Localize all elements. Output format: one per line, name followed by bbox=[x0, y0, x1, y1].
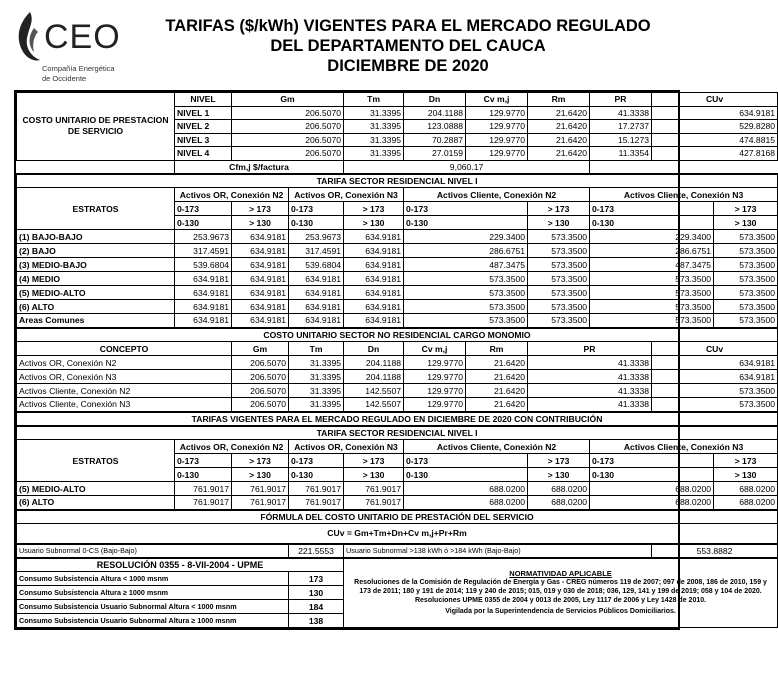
range-header: 0-173 bbox=[404, 202, 528, 216]
range-header: 0-130 bbox=[590, 216, 714, 230]
s1-header: NIVEL bbox=[175, 93, 232, 107]
cell: 688.0200 bbox=[714, 482, 778, 496]
subnormal-left-value: 221.5553 bbox=[289, 544, 344, 558]
logo-subtitle-1: Compañía Energética bbox=[42, 64, 115, 73]
cell: 634.9181 bbox=[175, 286, 232, 300]
s1-header: Dn bbox=[404, 93, 466, 107]
cell: 634.9181 bbox=[344, 244, 404, 258]
ceo-logo bbox=[14, 10, 134, 90]
cell: 31.3395 bbox=[344, 120, 404, 134]
cell: 761.9017 bbox=[175, 482, 232, 496]
cell: 573.3500 bbox=[714, 230, 778, 244]
cell: 573.3500 bbox=[590, 300, 714, 314]
range-header: > 130 bbox=[714, 216, 778, 230]
cell: 17.2737 bbox=[590, 120, 652, 134]
s3-header: Tm bbox=[289, 342, 344, 356]
estrato-label: Areas Comunes bbox=[17, 314, 175, 328]
section-title: TARIFA SECTOR RESIDENCIAL NIVEL I bbox=[17, 174, 778, 188]
estrato-label: (5) MEDIO-ALTO bbox=[17, 482, 175, 496]
subnormal-right-label: Usuario Subnormal >138 kWh ó >184 kWh (Bajo-Bajo) bbox=[344, 544, 652, 558]
cell: 41.3338 bbox=[528, 370, 652, 384]
cell: 634.9181 bbox=[289, 314, 344, 328]
cell: 634.9181 bbox=[344, 314, 404, 328]
page-title bbox=[138, 16, 678, 76]
consumo-label: Consumo Subsistencia Altura ≥ 1000 msnm bbox=[17, 586, 289, 600]
cell: 688.0200 bbox=[590, 496, 714, 510]
range-header: > 173 bbox=[714, 202, 778, 216]
cell: 634.9181 bbox=[175, 314, 232, 328]
cell: 129.9770 bbox=[404, 356, 466, 370]
s1-header: CUv bbox=[652, 93, 778, 107]
group-header: Activos OR, Conexión N2 bbox=[175, 440, 289, 454]
nivel-label: NIVEL 1 bbox=[175, 106, 232, 120]
normatividad-footer: Vigilada por la Superintendencia de Servicios Públicos Domiciliarios. bbox=[445, 608, 676, 616]
cf-row bbox=[17, 160, 778, 174]
consumo-value: 138 bbox=[289, 614, 344, 628]
cf-value: 9,060.17 bbox=[344, 160, 590, 174]
cell: 21.6420 bbox=[528, 147, 590, 161]
cell: 634.9181 bbox=[289, 300, 344, 314]
cell: 70.2887 bbox=[404, 133, 466, 147]
cell: 573.3500 bbox=[528, 258, 590, 272]
cell: 573.3500 bbox=[528, 300, 590, 314]
range-header: > 173 bbox=[232, 202, 289, 216]
cell: 286.6751 bbox=[590, 244, 714, 258]
table-row bbox=[17, 482, 778, 496]
s3-header: Dn bbox=[344, 342, 404, 356]
range-header: 0-173 bbox=[289, 454, 344, 468]
section-subtitle: TARIFA SECTOR RESIDENCIAL NIVEL I bbox=[17, 426, 778, 440]
s3-header: Cv m,j bbox=[404, 342, 466, 356]
cell: 634.9181 bbox=[232, 314, 289, 328]
cell: 634.9181 bbox=[175, 300, 232, 314]
cell: 129.9770 bbox=[466, 106, 528, 120]
cell: 21.6420 bbox=[466, 370, 528, 384]
tariff-sheet bbox=[14, 90, 776, 630]
table-row bbox=[17, 384, 778, 398]
cell: 688.0200 bbox=[590, 482, 714, 496]
cell: 31.3395 bbox=[289, 370, 344, 384]
cell: 15.1273 bbox=[590, 133, 652, 147]
table-row bbox=[17, 356, 778, 370]
logo-subtitle-2: de Occidente bbox=[42, 74, 87, 83]
resolucion-title: RESOLUCIÓN 0355 - 8-VII-2004 - UPME bbox=[17, 558, 344, 572]
title-line-1: TARIFAS ($/kWh) VIGENTES PARA EL MERCADO REGULADO bbox=[165, 17, 651, 35]
range-header: 0-173 bbox=[175, 454, 232, 468]
concepto-label: Activos OR, Conexión N2 bbox=[17, 356, 232, 370]
formula: CUv = Gm+Tm+Dn+Cv m,j+Pr+Rm bbox=[17, 524, 778, 544]
cell: 206.5070 bbox=[232, 370, 289, 384]
cell: 634.9181 bbox=[232, 286, 289, 300]
subnormal-left-label: Usuario Subnormal 0-CS (Bajo-Bajo) bbox=[17, 544, 289, 558]
cell: 41.3338 bbox=[528, 398, 652, 412]
cell: 573.3500 bbox=[404, 272, 528, 286]
cell: 21.6420 bbox=[528, 106, 590, 120]
cell: 21.6420 bbox=[466, 398, 528, 412]
cell: 573.3500 bbox=[404, 314, 528, 328]
cell: 123.0888 bbox=[404, 120, 466, 134]
cell: 634.9181 bbox=[232, 300, 289, 314]
cell: 688.0200 bbox=[528, 482, 590, 496]
cell: 573.3500 bbox=[714, 286, 778, 300]
cell: 573.3500 bbox=[714, 258, 778, 272]
cell: 761.9017 bbox=[289, 482, 344, 496]
cell: 129.9770 bbox=[466, 133, 528, 147]
consumo-value: 130 bbox=[289, 586, 344, 600]
cell: 761.9017 bbox=[232, 496, 289, 510]
tariff-table bbox=[16, 92, 778, 628]
cell: 634.9181 bbox=[232, 230, 289, 244]
cell: 142.5507 bbox=[344, 398, 404, 412]
cell: 21.6420 bbox=[528, 120, 590, 134]
cell: 761.9017 bbox=[289, 496, 344, 510]
table-row bbox=[17, 398, 778, 412]
cell: 539.6804 bbox=[289, 258, 344, 272]
estrato-label: (6) ALTO bbox=[17, 496, 175, 510]
consumo-label: Consumo Subsistencia Altura < 1000 msnm bbox=[17, 572, 289, 586]
s3-header: PR bbox=[528, 342, 652, 356]
cell: 634.9181 bbox=[232, 272, 289, 286]
s3-header: Gm bbox=[232, 342, 289, 356]
s3-header: CUv bbox=[652, 342, 778, 356]
subnormal-right-value: 553.8882 bbox=[652, 544, 778, 558]
consumo-value: 184 bbox=[289, 600, 344, 614]
cell: 761.9017 bbox=[175, 496, 232, 510]
cell: 229.3400 bbox=[404, 230, 528, 244]
table-row bbox=[17, 314, 778, 328]
cell: 253.9673 bbox=[175, 230, 232, 244]
table-row bbox=[17, 286, 778, 300]
cell: 688.0200 bbox=[528, 496, 590, 510]
group-header: Activos Cliente, Conexión N2 bbox=[404, 440, 590, 454]
cell: 206.5070 bbox=[232, 120, 344, 134]
table-row bbox=[17, 300, 778, 314]
table-row bbox=[17, 244, 778, 258]
normatividad-text: Resoluciones de la Comisión de Regulación de Energía y Gas - CREG números 119 de 2007; 097 de 2008, 186 de 2010, 159 y 173 de 2011; 180 y 191 de 2014; 119 y 240 de 2015; 015, 019 y 030 de 2018; 036, 129, 141 y 199 de 2019; 058 y 104 de 2020. Resoluciones UPME 0355 de 2004 y 0013 de 2005, Ley 1117 de 2006 y Ley 1428 de 2010. bbox=[354, 579, 767, 605]
cell: 474.8815 bbox=[652, 133, 778, 147]
s1-header: Gm bbox=[232, 93, 344, 107]
group-header: Activos OR, Conexión N2 bbox=[175, 188, 289, 202]
cell: 573.3500 bbox=[528, 272, 590, 286]
cell: 31.3395 bbox=[344, 106, 404, 120]
cell: 573.3500 bbox=[528, 314, 590, 328]
cell: 573.3500 bbox=[528, 244, 590, 258]
cell: 573.3500 bbox=[652, 384, 778, 398]
range-header: 0-130 bbox=[289, 216, 344, 230]
section-title: COSTO UNITARIO SECTOR NO RESIDENCIAL CARGO MONOMIO bbox=[17, 328, 778, 342]
range-header: > 130 bbox=[344, 216, 404, 230]
consumo-label: Consumo Subsistencia Usuario Subnormal Altura ≥ 1000 msnm bbox=[17, 614, 289, 628]
estrato-label: (3) MEDIO-BAJO bbox=[17, 258, 175, 272]
range-header: 0-130 bbox=[175, 216, 232, 230]
cell: 634.9181 bbox=[344, 272, 404, 286]
cell: 31.3395 bbox=[344, 133, 404, 147]
table-row bbox=[17, 370, 778, 384]
cell: 31.3395 bbox=[289, 356, 344, 370]
s1-header: Cv m,j bbox=[466, 93, 528, 107]
cu-prestacion-label: COSTO UNITARIO DE PRESTACION DE SERVICIO bbox=[17, 93, 175, 161]
cell: 21.6420 bbox=[528, 133, 590, 147]
table-row bbox=[17, 496, 778, 510]
cell: 634.9181 bbox=[289, 272, 344, 286]
cell: 573.3500 bbox=[528, 230, 590, 244]
cell: 21.6420 bbox=[466, 384, 528, 398]
range-header: 0-130 bbox=[289, 468, 344, 482]
concepto-label: Activos Cliente, Conexión N3 bbox=[17, 398, 232, 412]
cell: 634.9181 bbox=[344, 300, 404, 314]
range-header: 0-173 bbox=[289, 202, 344, 216]
cell: 573.3500 bbox=[714, 244, 778, 258]
range-header: 0-130 bbox=[404, 216, 528, 230]
cell: 253.9673 bbox=[289, 230, 344, 244]
range-header: 0-173 bbox=[590, 202, 714, 216]
cell: 761.9017 bbox=[232, 482, 289, 496]
estratos-label: ESTRATOS bbox=[17, 188, 175, 230]
consumo-label: Consumo Subsistencia Usuario Subnormal Altura < 1000 msnm bbox=[17, 600, 289, 614]
cell: 206.5070 bbox=[232, 356, 289, 370]
cell: 129.9770 bbox=[404, 370, 466, 384]
cell: 21.6420 bbox=[466, 356, 528, 370]
cell: 129.9770 bbox=[404, 398, 466, 412]
range-header: 0-173 bbox=[175, 202, 232, 216]
cell: 286.6751 bbox=[404, 244, 528, 258]
range-header: > 173 bbox=[528, 454, 590, 468]
cell: 688.0200 bbox=[714, 496, 778, 510]
group-header: Activos Cliente, Conexión N3 bbox=[590, 188, 778, 202]
cell: 761.9017 bbox=[344, 496, 404, 510]
cell: 229.3400 bbox=[590, 230, 714, 244]
cell: 206.5070 bbox=[232, 384, 289, 398]
concepto-label: Activos OR, Conexión N3 bbox=[17, 370, 232, 384]
flame-logo-icon bbox=[14, 10, 44, 66]
cell: 573.3500 bbox=[404, 286, 528, 300]
cell: 634.9181 bbox=[652, 106, 778, 120]
consumo-value: 173 bbox=[289, 572, 344, 586]
cell: 427.8168 bbox=[652, 147, 778, 161]
cell: 688.0200 bbox=[404, 496, 528, 510]
cell: 204.1188 bbox=[404, 106, 466, 120]
cell: 761.9017 bbox=[344, 482, 404, 496]
cell: 634.9181 bbox=[344, 286, 404, 300]
cell: 573.3500 bbox=[714, 300, 778, 314]
cell: 206.5070 bbox=[232, 106, 344, 120]
cell: 539.6804 bbox=[175, 258, 232, 272]
cell: 317.4591 bbox=[175, 244, 232, 258]
range-header: > 130 bbox=[714, 468, 778, 482]
s1-header: Tm bbox=[344, 93, 404, 107]
estrato-label: (5) MEDIO-ALTO bbox=[17, 286, 175, 300]
range-header: > 173 bbox=[232, 454, 289, 468]
nivel-label: NIVEL 4 bbox=[175, 147, 232, 161]
s1-header: Rm bbox=[528, 93, 590, 107]
logo-text: CEO bbox=[44, 18, 121, 56]
cell: 634.9181 bbox=[289, 286, 344, 300]
cell: 129.9770 bbox=[404, 384, 466, 398]
range-header: 0-130 bbox=[590, 468, 714, 482]
range-header: 0-130 bbox=[404, 468, 528, 482]
nivel-label: NIVEL 2 bbox=[175, 120, 232, 134]
cell: 529.8280 bbox=[652, 120, 778, 134]
table-row bbox=[17, 230, 778, 244]
section-title: TARIFAS VIGENTES PARA EL MERCADO REGULADO EN DICIEMBRE DE 2020 CON CONTRIBUCIÓN bbox=[17, 412, 778, 426]
table-row bbox=[17, 272, 778, 286]
cell: 31.3395 bbox=[289, 398, 344, 412]
cell: 317.4591 bbox=[289, 244, 344, 258]
normatividad-title: NORMATIVIDAD APLICABLE bbox=[509, 569, 612, 579]
cell: 688.0200 bbox=[404, 482, 528, 496]
cell: 31.3395 bbox=[344, 147, 404, 161]
cell: 41.3338 bbox=[590, 106, 652, 120]
cell: 573.3500 bbox=[590, 286, 714, 300]
range-header: > 130 bbox=[528, 468, 590, 482]
cell: 573.3500 bbox=[714, 272, 778, 286]
s3-header: CONCEPTO bbox=[17, 342, 232, 356]
cell: 634.9181 bbox=[232, 244, 289, 258]
group-header: Activos OR, Conexión N3 bbox=[289, 440, 404, 454]
concepto-label: Activos Cliente, Conexión N2 bbox=[17, 384, 232, 398]
range-header: > 130 bbox=[344, 468, 404, 482]
cell: 634.9181 bbox=[344, 258, 404, 272]
normatividad bbox=[344, 558, 778, 628]
cell: 142.5507 bbox=[344, 384, 404, 398]
range-header: > 130 bbox=[528, 216, 590, 230]
cell: 573.3500 bbox=[590, 272, 714, 286]
cell: 573.3500 bbox=[590, 314, 714, 328]
cell: 11.3354 bbox=[590, 147, 652, 161]
range-header: 0-130 bbox=[175, 468, 232, 482]
range-header: > 173 bbox=[714, 454, 778, 468]
cell: 487.3475 bbox=[590, 258, 714, 272]
estrato-label: (1) BAJO-BAJO bbox=[17, 230, 175, 244]
cell: 41.3338 bbox=[528, 356, 652, 370]
nivel-label: NIVEL 3 bbox=[175, 133, 232, 147]
estrato-label: (2) BAJO bbox=[17, 244, 175, 258]
table-row bbox=[17, 258, 778, 272]
cell: 206.5070 bbox=[232, 147, 344, 161]
cell: 129.9770 bbox=[466, 147, 528, 161]
cf-label: Cfm,j $/factura bbox=[175, 160, 344, 174]
cell: 634.9181 bbox=[175, 272, 232, 286]
group-header: Activos Cliente, Conexión N3 bbox=[590, 440, 778, 454]
cell: 634.9181 bbox=[344, 230, 404, 244]
range-header: 0-173 bbox=[590, 454, 714, 468]
title-line-2: DEL DEPARTAMENTO DEL CAUCA bbox=[270, 37, 546, 55]
cell: 129.9770 bbox=[466, 120, 528, 134]
range-header: > 130 bbox=[232, 216, 289, 230]
cell: 204.1188 bbox=[344, 356, 404, 370]
cell: 206.5070 bbox=[232, 133, 344, 147]
estrato-label: (4) MEDIO bbox=[17, 272, 175, 286]
cell: 487.3475 bbox=[404, 258, 528, 272]
range-header: > 173 bbox=[344, 454, 404, 468]
group-header: Activos Cliente, Conexión N2 bbox=[404, 188, 590, 202]
range-header: > 173 bbox=[344, 202, 404, 216]
cell: 204.1188 bbox=[344, 370, 404, 384]
title-line-3: DICIEMBRE DE 2020 bbox=[327, 57, 489, 75]
cell: 634.9181 bbox=[232, 258, 289, 272]
cell: 206.5070 bbox=[232, 398, 289, 412]
estratos-label: ESTRATOS bbox=[17, 440, 175, 482]
estrato-label: (6) ALTO bbox=[17, 300, 175, 314]
group-header: Activos OR, Conexión N3 bbox=[289, 188, 404, 202]
cell: 31.3395 bbox=[289, 384, 344, 398]
cell: 27.0159 bbox=[404, 147, 466, 161]
cell: 41.3338 bbox=[528, 384, 652, 398]
range-header: > 173 bbox=[528, 202, 590, 216]
s3-header: Rm bbox=[466, 342, 528, 356]
s1-header: PR bbox=[590, 93, 652, 107]
cell: 573.3500 bbox=[652, 398, 778, 412]
cell: 573.3500 bbox=[528, 286, 590, 300]
cell: 573.3500 bbox=[404, 300, 528, 314]
section-title: FÓRMULA DEL COSTO UNITARIO DE PRESTACIÓN DEL SERVICIO bbox=[17, 510, 778, 524]
range-header: > 130 bbox=[232, 468, 289, 482]
cell: 573.3500 bbox=[714, 314, 778, 328]
cell: 634.9181 bbox=[652, 356, 778, 370]
cell: 634.9181 bbox=[652, 370, 778, 384]
range-header: 0-173 bbox=[404, 454, 528, 468]
